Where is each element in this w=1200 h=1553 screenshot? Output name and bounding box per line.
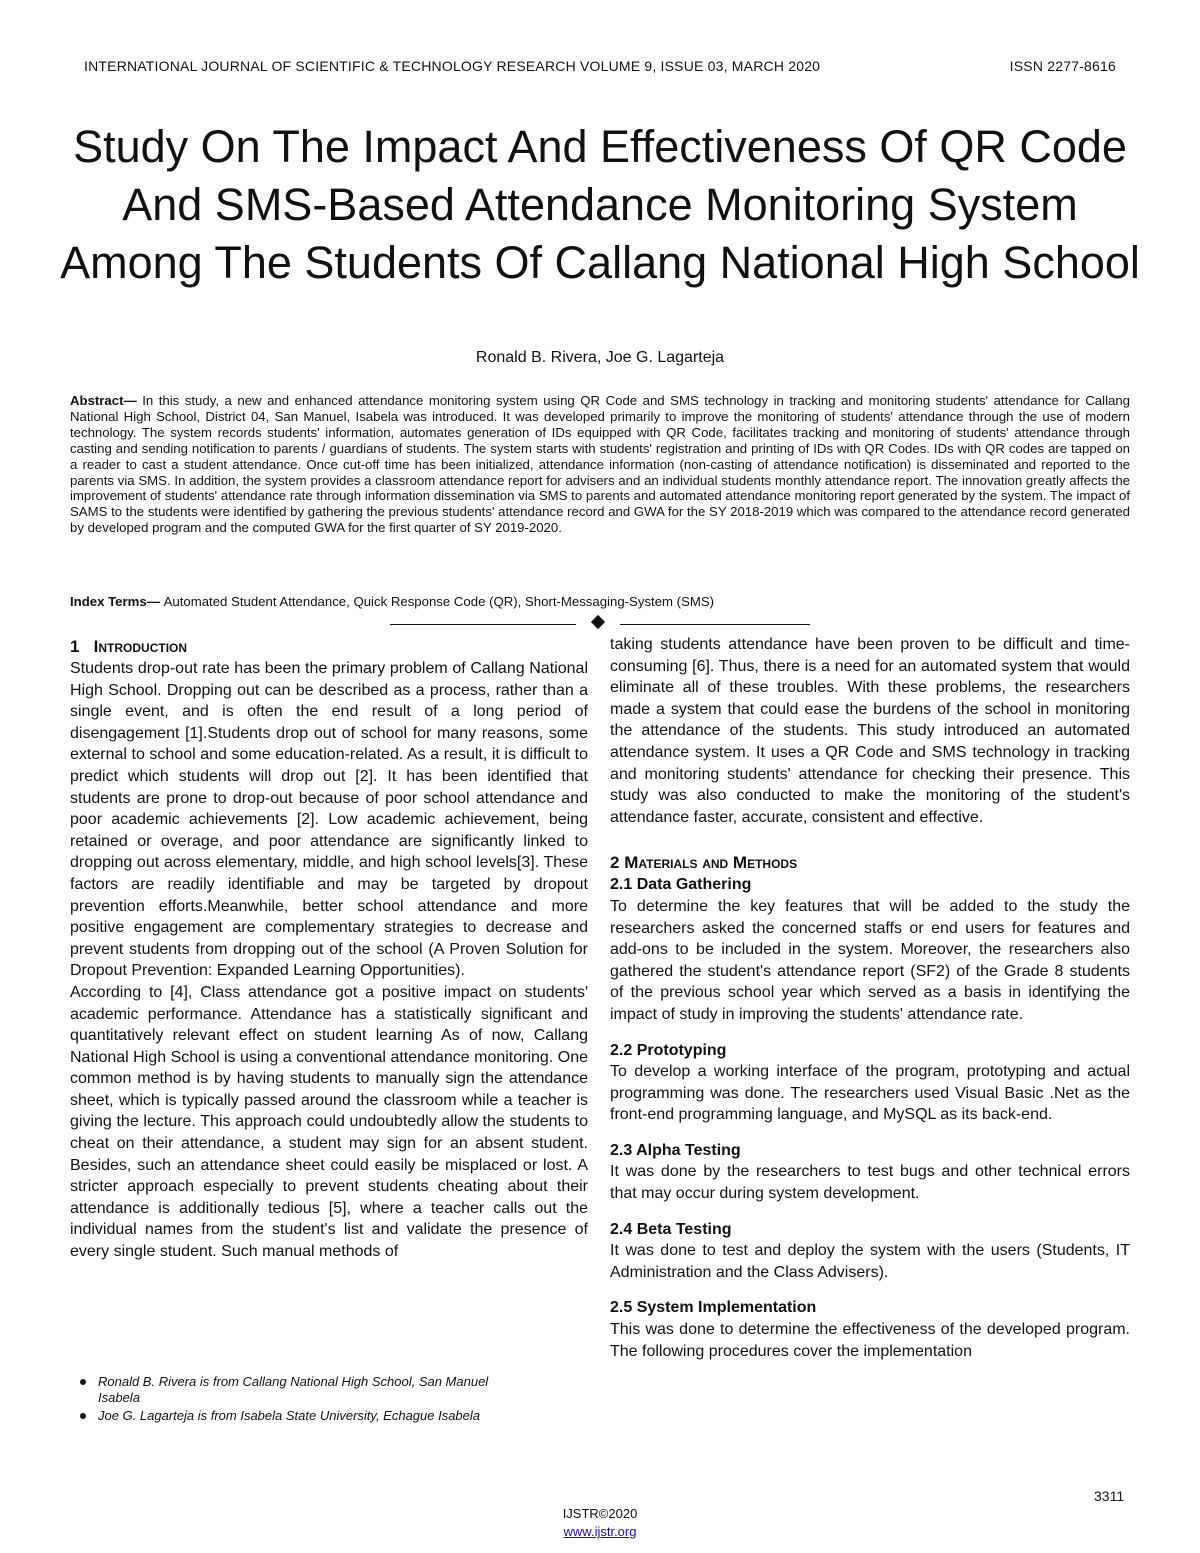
page-footer	[0, 1505, 1200, 1541]
index-terms	[70, 594, 1130, 610]
journal-name: INTERNATIONAL JOURNAL OF SCIENTIFIC & TECHNOLOGY RESEARCH VOLUME 9, ISSUE 03, MARCH 2020	[84, 58, 821, 74]
subsection-text: This was done to determine the effectiveness of the developed program. The following procedures cover the implementation	[610, 1321, 1130, 1360]
footnote-item	[78, 1408, 528, 1424]
separator-line-left	[390, 624, 576, 625]
index-terms-text: Automated Student Attendance, Quick Response Code (QR), Short-Messaging-System (SMS)	[163, 594, 715, 609]
right-column	[610, 634, 1130, 1362]
subsection-text: It was done to test and deploy the system with the users (Students, IT Administration and the Class Advisers).	[610, 1242, 1130, 1281]
intro-paragraph-1: Students drop-out rate has been the primary problem of Callang National High School. Dropping out can be described as a process, rather than a single event, and is often the end result of a long period of disengagement [1].Students drop out of school for many reasons, some external to school and some education-related. As a result, it is difficult to predict which students will drop out [2]. It has been identified that students are prone to drop-out because of poor school attendance and poor academic achievements [2]. Low academic achievement, being retained or overage, and poor attendance are significantly linked to dropping out across elementary, middle, and high school levels[3]. These factors are readily identifiable and may be targeted by dropout prevention efforts.Meanwhile, better school attendance and more positive engagement are complementary strategies to decrease and prevent students from dropping out of the school (A Proven Solution for Dropout Prevention: Expanded Learning Opportunities).	[70, 660, 588, 980]
subsection-heading: 2.3 Alpha Testing	[610, 1141, 741, 1159]
bullet-icon	[80, 1413, 86, 1419]
left-column	[70, 636, 588, 1263]
author-footnotes	[78, 1374, 528, 1426]
subsection-heading: 2.1 Data Gathering	[610, 876, 752, 894]
abstract-dash: —	[123, 393, 143, 408]
index-terms-dash: —	[146, 594, 164, 609]
abstract-text: In this study, a new and enhanced attendance monitoring system using QR Code and SMS technology in tracking and monitoring students' attendance for Callang National High School, District 04, San Manuel, Isabela was introduced. It was developed primarily to improve the monitoring of students' attendance through the use of modern technology. The system records students' information, automates generation of IDs equipped with QR Code, facilitates tracking and monitoring of students' attendance through casting and sending notification to parents / guardians of students. The system starts with students' registration and printing of IDs with QR Codes. IDs with QR codes are tapped on a reader to cast a student attendance. Once cut-off time has been initialized, attendance information (non-casting of attendance notification) is disseminated and reported to the parents via SMS. In addition, the system provides a classroom attendance report for advisers and an individual students monthly attendance report. The innovation greatly affects the improvement of students' attendance rate through information dissemination via SMS to parents and automated attendance monitoring report generated by the system. The impact of SAMS to the students were identified by gathering the previous students' attendance record and GWA for the SY 2018-2019 which was compared to the attendance record generated by developed program and the computed GWA for the first quarter of SY 2019-2020.	[70, 393, 1130, 536]
abstract-label: Abstract	[70, 393, 124, 408]
page-number: 3311	[1094, 1488, 1125, 1504]
issn: ISSN 2277-8616	[1009, 58, 1116, 74]
subsection-heading: 2.2 Prototyping	[610, 1041, 727, 1059]
section-number: 1	[70, 637, 80, 656]
section-title: Introduction	[93, 637, 188, 656]
index-terms-label: Index Terms	[70, 594, 147, 609]
footnote-text: Ronald B. Rivera is from Callang National High School, San Manuel Isabela	[98, 1374, 489, 1405]
section-separator	[390, 614, 810, 634]
footnote-item	[78, 1374, 528, 1406]
subsection-text: To develop a working interface of the program, prototyping and actual programming was done. The researchers used Visual Basic .Net as the front-end programming language, and MySQL as its back-end.	[610, 1063, 1130, 1124]
section-heading-materials-methods	[610, 852, 1130, 874]
section-title: Materials and Methods	[624, 853, 798, 873]
subsection-heading: 2.4 Beta Testing	[610, 1220, 732, 1238]
section-heading-introduction	[70, 636, 588, 658]
abstract	[70, 393, 1130, 536]
journal-website-link[interactable]: www.ijstr.org	[563, 1524, 637, 1539]
intro-paragraph-2: According to [4], Class attendance got a positive impact on students' academic performance. Attendance has a statistically significant and quantitatively relevant effect on student learning As of now, Callang National High School is using a conventional attendance monitoring. One common method is by having students to manually sign the attendance sheet, which is typically passed around the classroom while a teacher is giving the lecture. This approach could undoubtedly allow the students to cheat on their attendance, a student may sign for an absent student. Besides, such an attendance sheet could easily be misplaced or lost. A stricter approach especially to prevent students cheating about their attendance is additionally tedious [5], where a teacher calls out the individual names from the student's list and validate the presence of every single student. Such manual methods of	[70, 983, 588, 1261]
diamond-icon	[591, 615, 605, 629]
separator-line-right	[620, 624, 810, 625]
subsection-heading: 2.5 System Implementation	[610, 1299, 817, 1317]
intro-continuation: taking students attendance have been proven to be difficult and time-consuming [6]. Thus, there is a need for an automated system that would eliminate all of these troubles. With these problems, the researchers made a system that could ease the burdens of the school in monitoring the attendance of the students. This study introduced an automated attendance system. It uses a QR Code and SMS technology in tracking and monitoring students' attendance for checking their presence. This study was also conducted to make the monitoring of the student's attendance faster, accurate, consistent and effective.	[610, 636, 1130, 826]
authors: Ronald B. Rivera, Joe G. Lagarteja	[475, 349, 725, 366]
subsection-text: It was done by the researchers to test bugs and other technical errors that may occur during system development.	[610, 1163, 1130, 1203]
subsection-text: To determine the key features that will be added to the study the researchers asked the concerned staffs or end users for features and add-ons to be included in the system. Moreover, the researchers also gathered the student's attendance report (SF2) of the Grade 8 students of the previous school year which served as a basis in identifying the impact of study in improving the students' attendance rate.	[610, 897, 1130, 1023]
paper-title: Study On The Impact And Effectiveness Of QR Code And SMS-Based Attendance Monitoring System Among The Students Of Callang National High School	[60, 121, 1140, 288]
running-header	[84, 58, 1116, 74]
footnote-text: Joe G. Lagarteja is from Isabela State University, Echague Isabela	[98, 1408, 481, 1423]
bullet-icon	[80, 1379, 86, 1385]
copyright: IJSTR©2020	[562, 1506, 638, 1521]
section-number: 2	[610, 853, 620, 873]
